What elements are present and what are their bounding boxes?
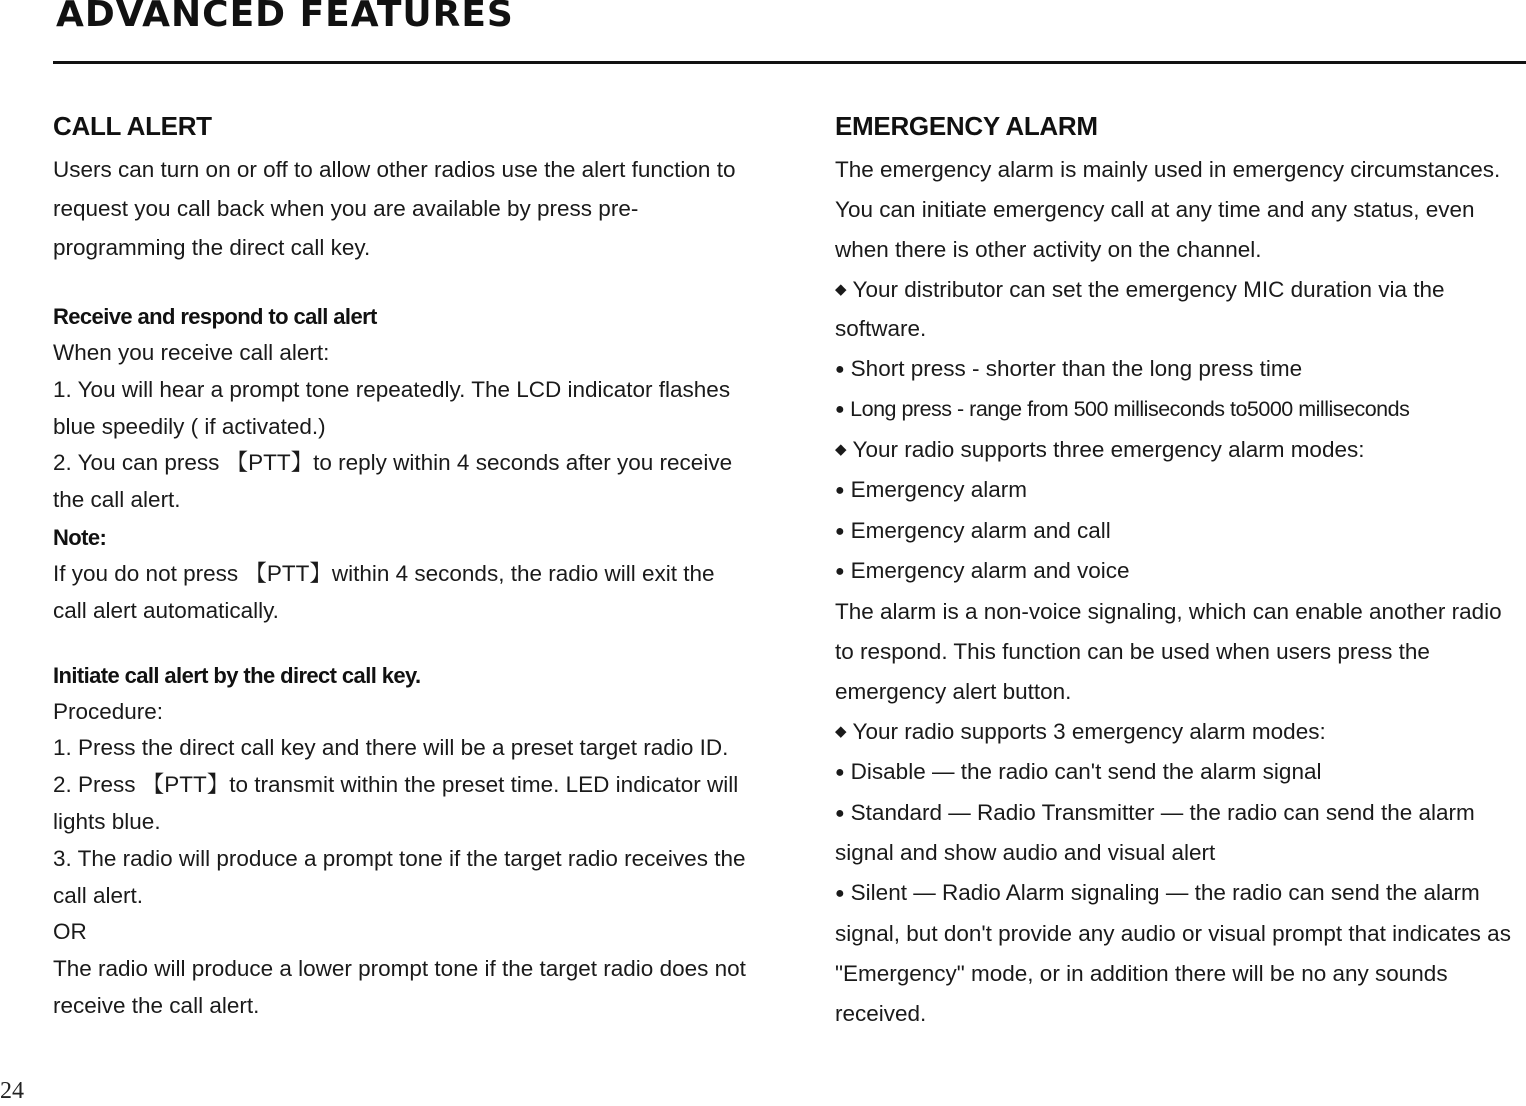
long-press-item: ● Long press - range from 500 milliseconds to5000 milliseconds: [835, 397, 1410, 422]
disable-item: ● Disable — the radio can't send the alarm signal: [835, 758, 1322, 784]
bullet-icon: ●: [835, 563, 845, 581]
modes-intro-a: ◆ Your radio supports three emergency alarm modes:: [835, 436, 1365, 462]
page-header: [56, 0, 514, 35]
procedure-label: Procedure:: [53, 698, 164, 724]
note-label: Note:: [53, 524, 107, 550]
mode-item: ● Emergency alarm: [835, 476, 1027, 502]
call-alert-intro: Users can turn on or off to allow other radios use the alert function to request you call back when you are available by press pre-programming the direct call key.: [53, 157, 736, 260]
short-press-item: ● Short press - shorter than the long press time: [835, 356, 1303, 382]
diamond-bullet-icon: ◆: [835, 280, 847, 298]
modes-intro-b: ◆ Your radio supports 3 emergency alarm modes:: [835, 718, 1326, 744]
receive-subsection: [53, 298, 753, 630]
note-text: If you do not press 【PTT】within 4 seconds, the radio will exit the call alert automatically.: [53, 560, 715, 623]
bullet-icon: ●: [835, 361, 845, 379]
initiate-title: Initiate call alert by the direct call key.: [53, 662, 421, 688]
call-alert-title: CALL ALERT: [53, 111, 212, 141]
bullet-icon: ●: [835, 763, 845, 781]
diamond-bullet-icon: ◆: [835, 440, 847, 458]
bullet-icon: ●: [835, 401, 845, 419]
mode-item: ● Emergency alarm and call: [835, 517, 1111, 543]
header-divider: [53, 61, 1526, 64]
bullet-icon: ●: [835, 522, 845, 540]
receive-step-1: 1. You will hear a prompt tone repeatedly. The LCD indicator flashes blue speedily ( if activated.): [53, 376, 731, 439]
emergency-alarm-title: EMERGENCY ALARM: [835, 111, 1098, 141]
receive-line: When you receive call alert:: [53, 340, 330, 365]
initiate-step-2: 2. Press 【PTT】to transmit within the preset time. LED indicator will lights blue.: [53, 772, 739, 834]
page-number: 24: [0, 1078, 24, 1104]
initiate-step-3: 3. The radio will produce a prompt tone if the target radio receives the call alert.: [53, 845, 746, 908]
emergency-alarm-section: [835, 106, 1525, 1034]
bullet-icon: ●: [835, 804, 845, 822]
diamond-bullet-icon: ◆: [835, 722, 847, 740]
mic-duration-item: ◆ Your distributor can set the emergency MIC duration via the software.: [835, 276, 1445, 342]
silent-item: ● Silent — Radio Alarm signaling — the radio can send the alarm signal, but don't provide any audio or visual prompt that indicates as "Emergency" mode, or in addition there will be no any sounds received.: [835, 880, 1511, 1026]
initiate-alt: The radio will produce a lower prompt tone if the target radio does not receive the call alert.: [53, 956, 746, 1018]
non-voice-paragraph: The alarm is a non-voice signaling, which can enable another radio to respond. This function can be used when users press the emergency alert button.: [835, 599, 1502, 704]
initiate-step-1: 1. Press the direct call key and there will be a preset target radio ID.: [53, 735, 729, 761]
page-title: ADVANCED FEATURES: [56, 0, 514, 35]
emergency-intro: The emergency alarm is mainly used in emergency circumstances. You can initiate emergency call at any time and any status, even when there is other activity on the channel.: [835, 157, 1501, 262]
mode-item: ● Emergency alarm and voice: [835, 558, 1130, 584]
bullet-icon: ●: [835, 885, 845, 903]
receive-step-2: 2. You can press 【PTT】to reply within 4 seconds after you receive the call alert.: [53, 450, 733, 513]
receive-title: Receive and respond to call alert: [53, 304, 377, 329]
initiate-or: OR: [53, 919, 87, 945]
initiate-subsection: [53, 657, 753, 1025]
bullet-icon: ●: [835, 481, 845, 499]
call-alert-section: [53, 106, 753, 1025]
standard-item: ● Standard — Radio Transmitter — the radio can send the alarm signal and show audio and visual alert: [835, 799, 1475, 866]
